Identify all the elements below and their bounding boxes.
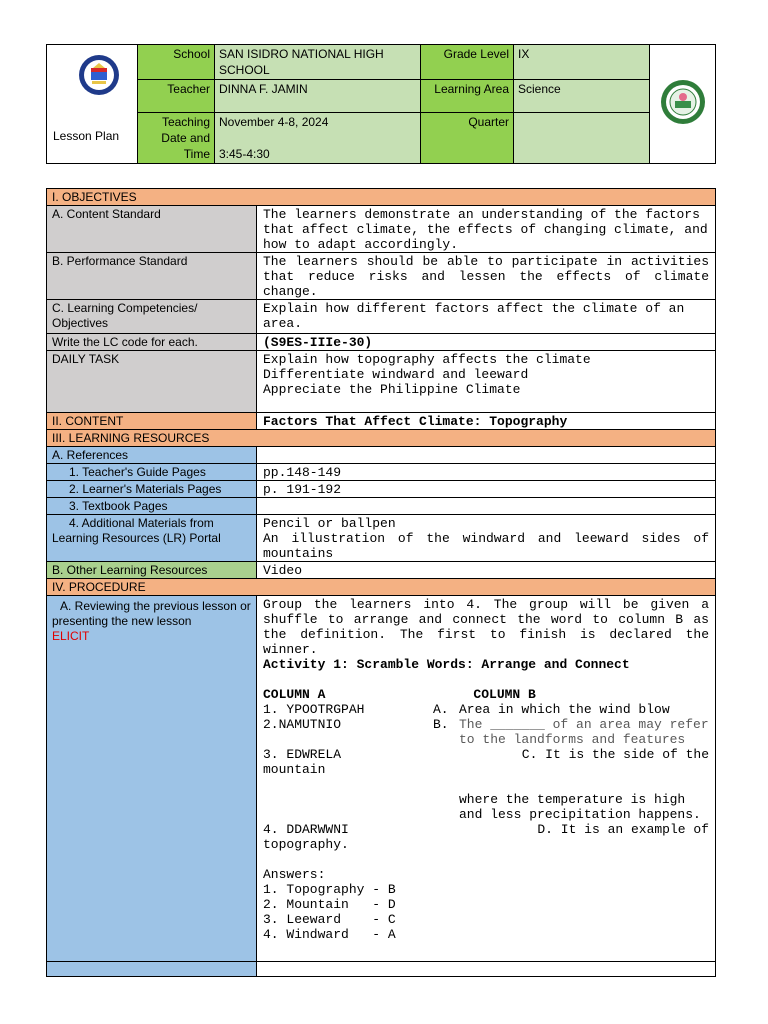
answer-item: 3. Leeward - C: [263, 912, 396, 927]
school-logo-cell: [650, 45, 716, 164]
quarter-label: Quarter: [421, 113, 514, 164]
column-b-item: C. It is the side of the: [521, 747, 709, 762]
lesson-plan-label: Lesson Plan: [53, 128, 120, 143]
objectives-section-header: I. OBJECTIVES: [47, 189, 716, 206]
elicit-tag: ELICIT: [52, 629, 90, 643]
activity-instructions: Group the learners into 4. The group will be given a shuffle to arrange and connect the word to column B as the definition. The first to finish is declared the winner.: [263, 597, 709, 657]
column-b-item: D. It is an example of: [537, 822, 709, 837]
step-b-content: [257, 962, 716, 977]
resources-section-header: III. LEARNING RESOURCES: [47, 430, 716, 447]
teaching-date-value: [215, 113, 421, 164]
competencies-label: C. Learning Competencies/ Objectives: [47, 300, 257, 334]
column-a-header: COLUMN A: [263, 687, 326, 702]
match-item: [263, 822, 709, 837]
other-resources-value: Video: [257, 562, 716, 579]
step-a-label-cell: [47, 596, 257, 962]
column-a-item: 3. EDWRELA: [263, 747, 342, 762]
other-resources-label: B. Other Learning Resources: [47, 562, 257, 579]
procedure-section-header: IV. PROCEDURE: [47, 579, 716, 596]
teachers-guide-value: pp.148-149: [257, 464, 716, 481]
additional-materials-label: 4. Additional Materials from Learning Resources (LR) Portal: [47, 515, 257, 562]
daily-task-item: Explain how topography affects the climate: [263, 352, 591, 367]
step-a-content: Group the learners into 4. The group will be given a shuffle to arrange and connect the word to column B as the definition. The first to finish is declared the winner. Activity 1: Scramble Words: Arrange and Connect COLUMN A COLUMN B 1. YPOOTRGPAH A. Area in which the wind blow 2.NAMUTNIO B. The _______ of an area may refer to the landforms and features 3. EDWRELA C. It is the side of the mountain where the temperature is high and less precipitation happens. 4. DDARWWNI D. It is an example of topography. Answers: 1. Topography - B 2. Mountain - D 3. Leeward - C 4. Windward - A: [257, 596, 716, 962]
column-a-item: 2.NAMUTNIO: [263, 717, 342, 732]
grade-level-label: Grade Level: [421, 45, 514, 80]
teachers-guide-label: 1. Teacher's Guide Pages: [47, 464, 257, 481]
deped-seal-icon: [78, 54, 120, 96]
match-item: 2.NAMUTNIO B. The _______ of an area may refer to the landforms and features: [263, 717, 709, 747]
answer-item: 4. Windward - A: [263, 927, 396, 942]
content-section-header: II. CONTENT: [47, 413, 257, 430]
material-item: Pencil or ballpen: [263, 516, 396, 531]
daily-task-list: [257, 351, 716, 413]
column-b-header: COLUMN B: [473, 687, 536, 702]
match-item: [263, 747, 709, 762]
content-standard-label: A. Content Standard: [47, 206, 257, 253]
answers-label: Answers:: [263, 867, 326, 882]
teacher-value: DINNA F. JAMIN: [215, 80, 421, 113]
material-item: An illustration of the windward and leeward sides of mountains: [263, 531, 709, 561]
learning-area-label: Learning Area: [421, 80, 514, 113]
school-seal-icon: [660, 79, 706, 125]
learners-materials-label: 2. Learner's Materials Pages: [47, 481, 257, 498]
learning-area-value: Science: [514, 80, 650, 113]
quarter-value: [514, 113, 650, 164]
time-text: 3:45-4:30: [219, 147, 270, 161]
additional-materials-value: [257, 515, 716, 562]
content-value: Factors That Affect Climate: Topography: [257, 413, 716, 430]
lc-code-value: (S9ES-IIIe-30): [257, 334, 716, 351]
lc-code-label: Write the LC code for each.: [47, 334, 257, 351]
daily-task-item: Appreciate the Philippine Climate: [263, 382, 521, 397]
answer-item: 1. Topography - B: [263, 882, 396, 897]
learners-materials-value: p. 191-192: [257, 481, 716, 498]
column-b-continuation: where the temperature is high and less precipitation happens.: [459, 792, 701, 822]
lesson-plan-table: [46, 188, 716, 977]
teacher-label: Teacher: [138, 80, 215, 113]
performance-standard-value: The learners should be able to participate in activities that reduce risks and lessen the effects of climate change.: [257, 253, 716, 300]
daily-task-label: DAILY TASK: [47, 351, 257, 413]
school-label: School: [138, 45, 215, 80]
school-value: SAN ISIDRO NATIONAL HIGH SCHOOL: [215, 45, 421, 80]
step-b-label-cell: [47, 962, 257, 977]
column-headers: [263, 687, 709, 702]
activity-title: Activity 1: Scramble Words: Arrange and Connect: [263, 657, 630, 672]
column-b-item: The _______ of an area may refer to the landforms and features: [459, 717, 709, 747]
deped-logo-cell: [47, 45, 138, 164]
performance-standard-label: B. Performance Standard: [47, 253, 257, 300]
date-text: November 4-8, 2024: [219, 115, 329, 129]
match-item: 1. YPOOTRGPAH A. Area in which the wind blow: [263, 702, 709, 717]
column-a-item: 1. YPOOTRGPAH: [263, 702, 365, 717]
column-a-item: 4. DDARWWNI: [263, 822, 349, 837]
references-label: A. References: [47, 447, 257, 464]
references-value: [257, 447, 716, 464]
textbook-label: 3. Textbook Pages: [47, 498, 257, 515]
textbook-value: [257, 498, 716, 515]
step-a-label: A. Reviewing the previous lesson or presenting the new lesson: [52, 599, 251, 628]
competencies-value: Explain how different factors affect the climate of an area.: [257, 300, 716, 334]
column-b-item: Area in which the wind blow: [459, 702, 670, 717]
answer-item: 2. Mountain - D: [263, 897, 396, 912]
daily-task-item: Differentiate windward and leeward: [263, 367, 529, 382]
teaching-date-label: Teaching Date and Time: [138, 113, 215, 164]
grade-level-value: IX: [514, 45, 650, 80]
content-standard-value: The learners demonstrate an understanding of the factors that affect climate, the effects of changing climate, and how to adapt accordingly.: [257, 206, 716, 253]
header-table: [46, 44, 716, 164]
